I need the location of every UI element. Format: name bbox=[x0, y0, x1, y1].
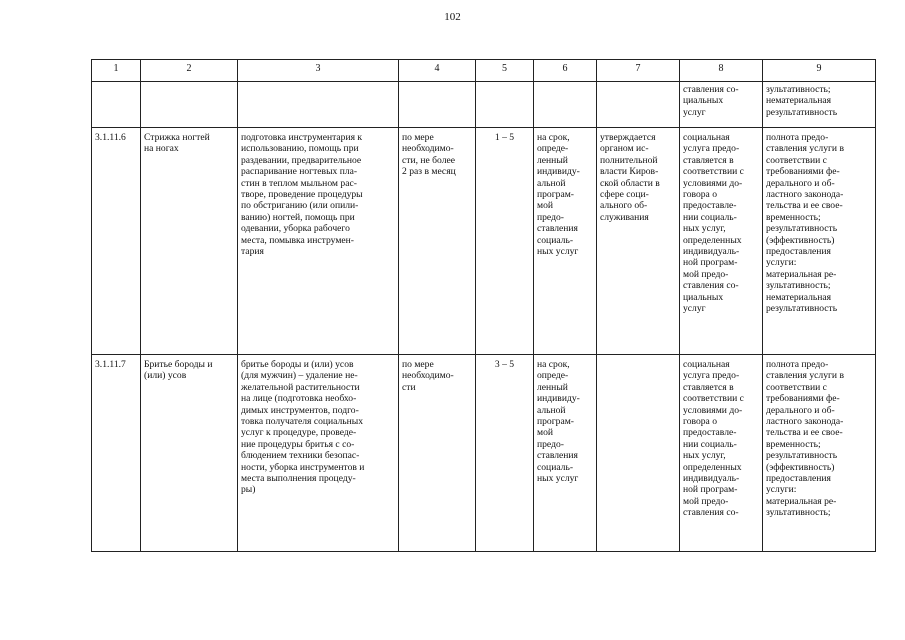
social-services-table bbox=[91, 59, 876, 552]
service-term: на срок, опреде- ленный индивиду- альной програм- мой предо- ставления социаль- ных услуг bbox=[534, 355, 597, 552]
table-cell bbox=[763, 82, 876, 128]
table-cell bbox=[597, 82, 680, 128]
continuation-row bbox=[92, 82, 876, 128]
service-conditions: социальная услуга предо- ставляется в соответствии с условиями до- говора о предоставле- нии социаль- ных услуг, определенных индивидуаль- ной програм- мой предо- ставления со- циальных услуг bbox=[680, 128, 763, 355]
service-duration: 1 – 5 bbox=[476, 128, 534, 355]
service-code: 3.1.11.7 bbox=[92, 355, 141, 552]
table-cell bbox=[92, 82, 141, 128]
column-header-7: 7 bbox=[597, 60, 680, 82]
service-name: Бритье бороды и (или) усов bbox=[141, 355, 238, 552]
table-row bbox=[92, 355, 876, 552]
service-frequency: по мере необходимо- сти bbox=[399, 355, 476, 552]
column-header-5: 5 bbox=[476, 60, 534, 82]
service-conditions: социальная услуга предо- ставляется в соответствии с условиями до- говора о предоставле- нии социаль- ных услуг, определенных индивидуаль- ной програм- мой предо- ставления со- bbox=[680, 355, 763, 552]
column-header-2: 2 bbox=[141, 60, 238, 82]
table-cell bbox=[680, 82, 763, 128]
table-row bbox=[92, 128, 876, 355]
service-code: 3.1.11.6 bbox=[92, 128, 141, 355]
service-indicators: полнота предо- ставления услуги в соответствии с требованиями фе- дерального и об- ластного законода- тельства и ее свое- временность; результативность (эффективность) предоставления услуги: материальная ре- зультативность; bbox=[763, 355, 876, 552]
column-header-1: 1 bbox=[92, 60, 141, 82]
service-approval: утверждается органом ис- полнительной власти Киров- ской области в сфере соци- ального об- служивания bbox=[597, 128, 680, 355]
table-cell bbox=[399, 82, 476, 128]
table-cell bbox=[534, 82, 597, 128]
continuation-indicators: зультативность; нематериальная результативность bbox=[766, 84, 838, 118]
column-header-3: 3 bbox=[238, 60, 399, 82]
column-header-6: 6 bbox=[534, 60, 597, 82]
continuation-conditions: ставления со- циальных услуг bbox=[683, 84, 739, 118]
column-header-4: 4 bbox=[399, 60, 476, 82]
service-name: Стрижка ногтей на ногах bbox=[141, 128, 238, 355]
header-row bbox=[92, 60, 876, 82]
service-term: на срок, опреде- ленный индивиду- альной програм- мой предо- ставления социаль- ных услуг bbox=[534, 128, 597, 355]
service-frequency: по мере необходимо- сти, не более 2 раз в месяц bbox=[399, 128, 476, 355]
page-number: 102 bbox=[444, 11, 461, 23]
table-cell bbox=[476, 82, 534, 128]
column-header-8: 8 bbox=[680, 60, 763, 82]
service-description: бритье бороды и (или) усов (для мужчин) – удаление не- желательной растительности на лице (подготовка необхо- димых инструментов, подго- товка получателя социальных услуг к процедуре, проведе- ние процедуры бритья с со- блюдением техники безопас- ности, уборка инструментов и места выполнения процеду- ры) bbox=[238, 355, 399, 552]
service-approval bbox=[597, 355, 680, 552]
service-duration: 3 – 5 bbox=[476, 355, 534, 552]
service-description: подготовка инструментария к использованию, помощь при раздевании, предварительное распаривание ногтевых пла- стин в теплом мыльном рас- творе, проведение процедуры по обстриганию (или опили- ванию) ногтей, помощь при одевании, уборка рабочего места, помывка инструмен- тария bbox=[238, 128, 399, 355]
table-cell bbox=[238, 82, 399, 128]
service-indicators: полнота предо- ставления услуги в соответствии с требованиями фе- дерального и об- ластного законода- тельства и ее свое- временность; результативность (эффективность) предоставления услуги: материальная ре- зультативность; нематериальная результативность bbox=[763, 128, 876, 355]
column-header-9: 9 bbox=[763, 60, 876, 82]
table-cell bbox=[141, 82, 238, 128]
